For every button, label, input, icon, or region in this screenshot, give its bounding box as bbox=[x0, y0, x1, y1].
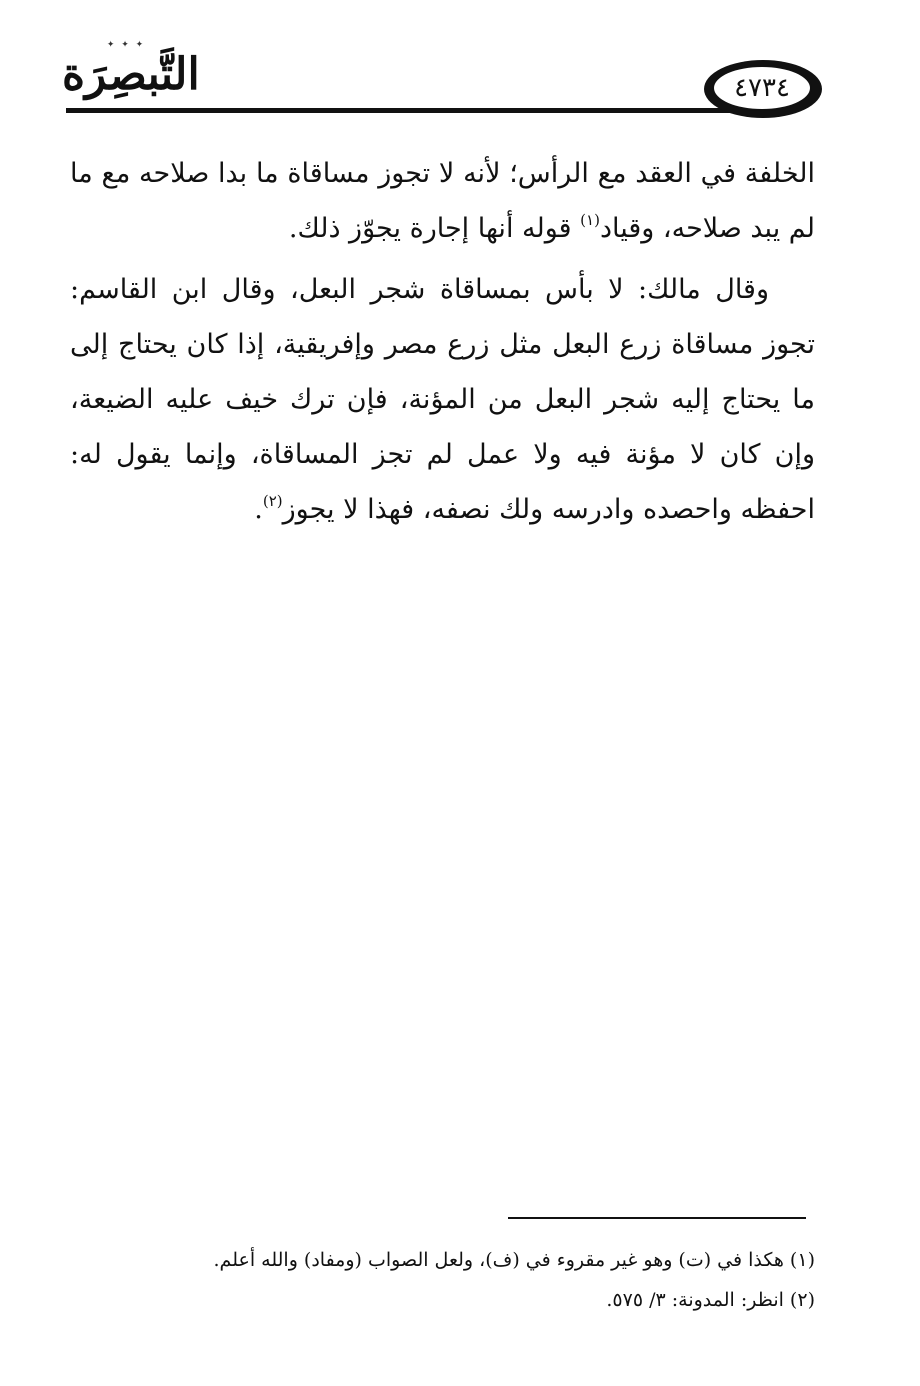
paragraph-2-text: وقال مالك: لا بأس بمساقاة شجر البعل، وقال ابن القاسم: تجوز مساقاة زرع البعل مثل زرع مصر وإفريقية، إذا كان يحتاج إلى ما يحتاج إليه شجر البعل من المؤنة، فإن ترك خيف عليه الضيعة، وإن كان لا مؤنة فيه ولا عمل لم تجز المساقاة، وإنما يقول له: احفظه واحصده وادرسه ولك نصفه، فهذا لا يجوز bbox=[70, 274, 815, 525]
page-number: ٤٧٣٤ bbox=[734, 73, 790, 103]
paragraph-1 bbox=[70, 146, 815, 256]
footnote-ref-2: (٢) bbox=[262, 492, 283, 510]
paragraph-1-text: الخلفة في العقد مع الرأس؛ لأنه لا تجوز مساقاة ما بدا صلاحه مع ما لم يبد صلاحه، وقياد bbox=[70, 158, 815, 244]
page-header bbox=[0, 0, 920, 130]
footnote-2: (٢) انظر: المدونة: ٣/ ٥٧٥. bbox=[606, 1289, 815, 1311]
footnote-1: (١) هكذا في (ت) وهو غير مقروء في (ف)، ولعل الصواب (ومفاد) والله أعلم. bbox=[213, 1249, 815, 1271]
title-ornament: ✦ ✦ ✦ bbox=[106, 40, 146, 50]
footnote-ref-1: (١) bbox=[580, 211, 600, 229]
main-text bbox=[70, 146, 815, 537]
paragraph-1-text-end: قوله أنها إجارة يجوّز ذلك. bbox=[288, 213, 581, 244]
footnote-separator bbox=[508, 1217, 806, 1219]
paragraph-2-text-end: . bbox=[254, 494, 263, 525]
header-rule bbox=[66, 108, 752, 113]
footnotes bbox=[100, 1240, 815, 1320]
paragraph-2 bbox=[70, 262, 815, 537]
book-title: التَّبصِرَة bbox=[62, 49, 200, 100]
